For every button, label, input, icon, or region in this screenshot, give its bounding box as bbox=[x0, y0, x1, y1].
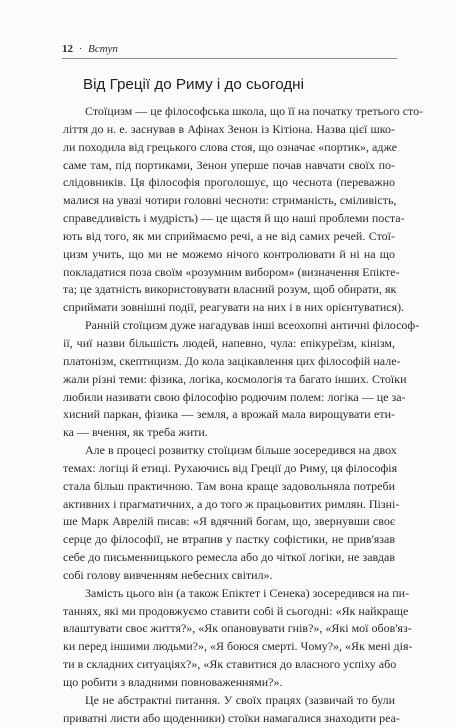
paragraph bbox=[63, 103, 424, 317]
text-line: малися на увазі чотири головні чесноти: стриманість, сміливість, bbox=[63, 193, 397, 208]
text-line: Ранній стоїцизм дуже нагадував інші всеохопні античні філософ- bbox=[85, 318, 420, 333]
chapter-title: Від Греції до Риму і до сьогодні bbox=[83, 76, 304, 93]
paragraph bbox=[63, 692, 400, 728]
running-header bbox=[62, 43, 397, 59]
text-line: стала більш практичною. Там вона краще задовольняла потреби bbox=[63, 478, 395, 493]
text-line: таннях, які ми продовжуємо ставити собі й сьогодні: «Як найкраще bbox=[63, 603, 409, 618]
page-number: 12 bbox=[62, 43, 73, 55]
text-line: ліття до н. е. заснував в Афінах Зенон із Кітіона. Назва цієї шко- bbox=[63, 121, 395, 136]
text-line: що робити з владними повноваженнями?». bbox=[63, 675, 283, 689]
text-line: Це не абстрактні питання. У своїх працях (зазвичай то були bbox=[85, 692, 395, 707]
text-line: любили називати свою філософію родючим полем: логіка — це за- bbox=[63, 389, 406, 404]
text-line: саме там, під портиками, Зенон уперше почав навчати своїх по- bbox=[63, 157, 395, 172]
text-line: себе до письменницького ремесла або до чіткої логіки, не завдав bbox=[63, 550, 395, 565]
text-line: слідовників. Ця філософія проголошує, що чеснота (переважно bbox=[63, 175, 395, 190]
text-line: ки перед іншими людьми?», «Я боюся смерті. Чому?», «Як мені дія- bbox=[63, 639, 413, 654]
paragraph bbox=[63, 585, 413, 692]
text-line: платонізм, скептицизм. До кола зацікавлення цих філософій нале- bbox=[63, 353, 401, 368]
text-line: та; це здатність використовувати власний розум, щоб обирати, як bbox=[63, 282, 397, 297]
text-line: ють від того, як ми сприймаємо речі, а не від самих речей. Стої- bbox=[63, 228, 395, 243]
header-separator: · bbox=[78, 43, 83, 55]
text-line: ти в складних ситуаціях?», «Як ставитися до власного успіху або bbox=[63, 657, 397, 672]
paragraph bbox=[63, 442, 400, 585]
text-line: Замість цього він (а також Епіктет і Сенека) зосередився на пи- bbox=[85, 585, 410, 600]
text-line: темах: логіці й етиці. Рухаючись від Греції до Риму, ця філософія bbox=[63, 460, 398, 475]
text-line: сприймати зовнішні події, реагувати на них і в них орієнтуватися). bbox=[63, 300, 405, 315]
section-name: Вступ bbox=[88, 43, 118, 55]
text-line: справедливість і мудрість) — це щастя й що наші проблеми поста- bbox=[63, 211, 405, 226]
text-line: Стоїцизм — це філософська школа, що її на початку третього сто- bbox=[85, 104, 424, 118]
text-line: ка — вчення, як треба жити. bbox=[63, 425, 208, 440]
text-line: ше Марк Аврелій писав: «Я вдячний богам, що, звернувши своє bbox=[63, 514, 395, 529]
text-line: активних і прагматичних, а до того ж працьовитих римлян. Пізні- bbox=[63, 496, 400, 511]
text-line: собі голову вивченням небесних світил». bbox=[63, 567, 273, 582]
text-line: покладатися поза своїм «розумним вибором» (визначення Епікте- bbox=[63, 264, 400, 279]
text-line: ії, чиї назви більшість людей, напевно, чула: епікуреїзм, кінізм, bbox=[63, 335, 395, 350]
text-line: приватні листи або щоденники) стоїки намагалися знаходити реа- bbox=[63, 710, 400, 725]
text-line: влаштувати своє життя?», «Як опановувати гнів?», «Які мої обов'яз- bbox=[63, 621, 412, 636]
text-line: хисний паркан, фізика — земля, а врожай мала вирощувати ети- bbox=[63, 407, 395, 422]
text-line: серце до філософії, не втрапив у пастку софістики, не прив'язав bbox=[63, 532, 395, 547]
text-line: жали різні теми: фізика, логіка, космологія та багато інших. Стоїки bbox=[63, 371, 407, 386]
paragraph bbox=[63, 317, 420, 442]
text-line: ли походила від грецького слова стоя, що означає «портик», адже bbox=[63, 139, 397, 154]
text-line: Але в процесі розвитку стоїцизм більше зосередився на двох bbox=[85, 443, 397, 458]
body-text bbox=[63, 103, 424, 728]
text-line: цизм учить, що ми не можемо нічого контролювати й ні на що bbox=[63, 246, 395, 261]
